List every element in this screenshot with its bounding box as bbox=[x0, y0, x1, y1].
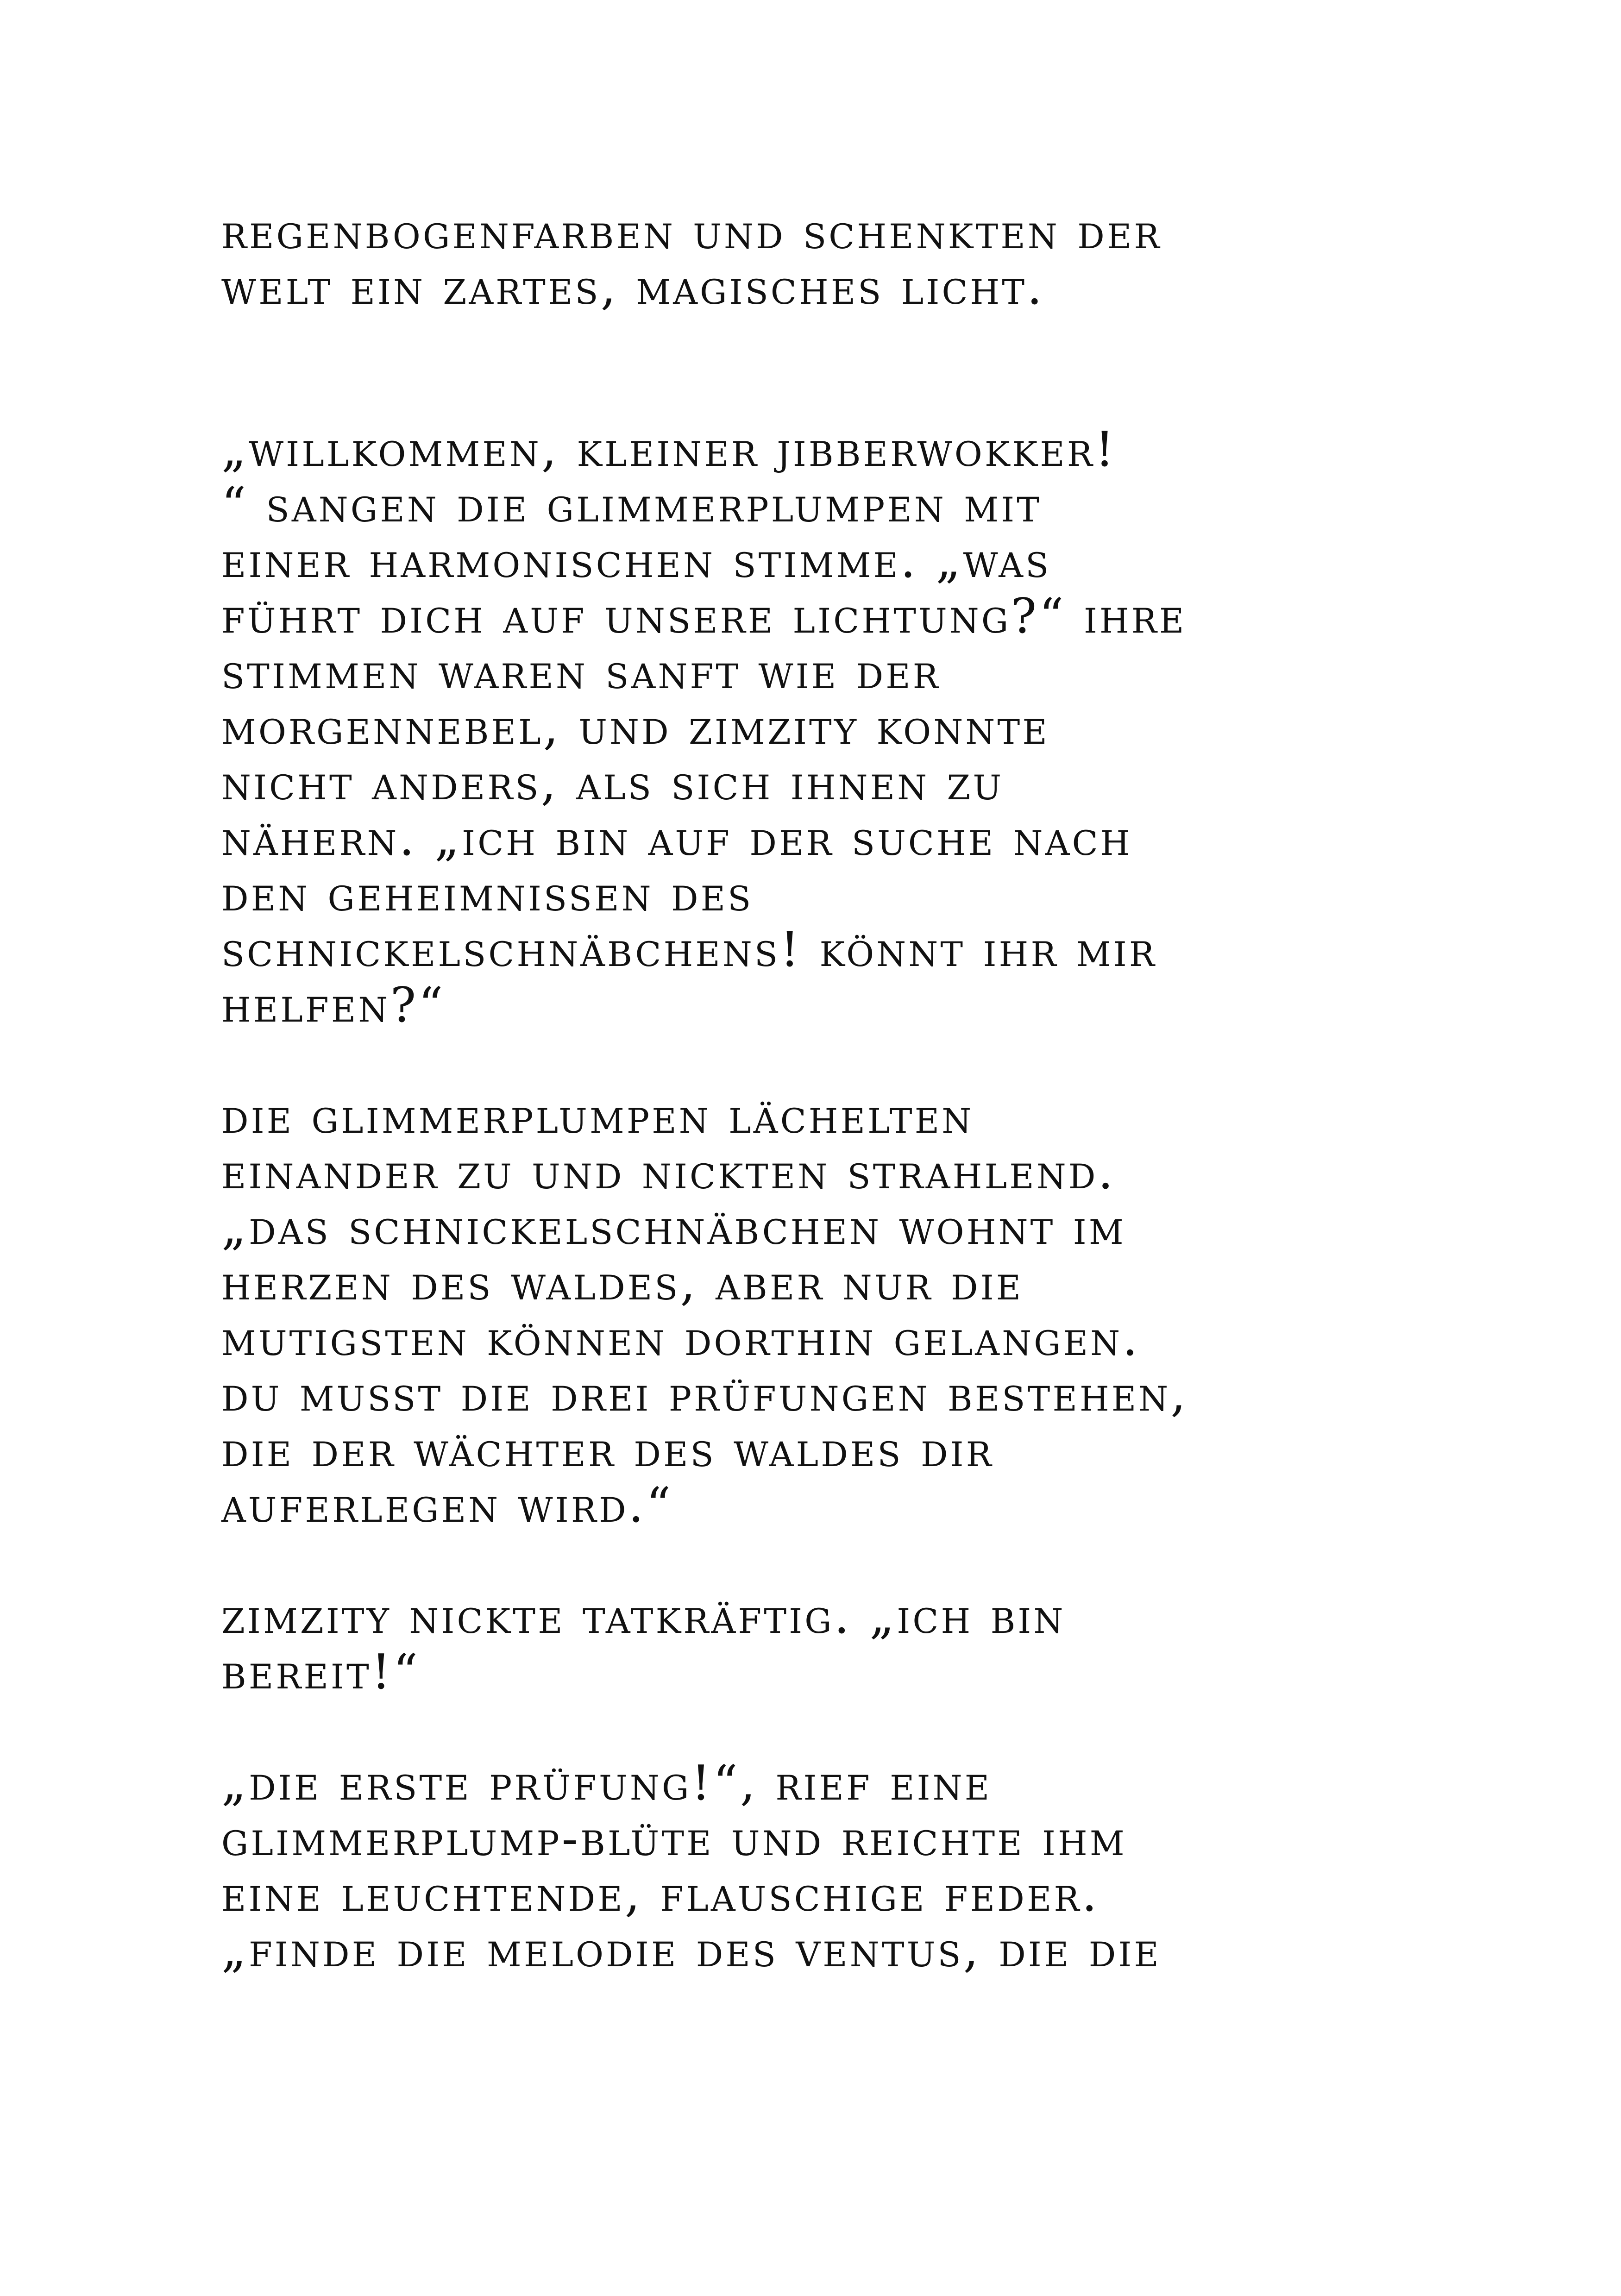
text-line: du musst die drei prüfungen bestehen, bbox=[221, 1366, 1188, 1422]
text-line: einer harmonischen stimme. „was bbox=[221, 532, 1051, 589]
text-line: die der wächter des waldes dir bbox=[221, 1421, 994, 1478]
text-line: herzen des waldes, aber nur die bbox=[221, 1255, 1024, 1311]
text-line: „die erste prüfung!“, rief eine bbox=[221, 1755, 992, 1811]
text-line: nähern. „ich bin auf der suche nach bbox=[221, 810, 1132, 866]
text-line: den geheimnissen des bbox=[221, 866, 754, 922]
paragraph-spacer bbox=[221, 1533, 1426, 1588]
text-line: morgennebel, und zimzity konnte bbox=[221, 699, 1049, 755]
paragraph-1 bbox=[221, 204, 1426, 315]
text-line: führt dich auf unsere lichtung?“ ihre bbox=[221, 588, 1187, 644]
text-line: auferlegen wird.“ bbox=[221, 1477, 673, 1533]
paragraph-3 bbox=[221, 1088, 1426, 1533]
story-text bbox=[221, 204, 1426, 1977]
text-line: “ sangen die glimmerplumpen mit bbox=[221, 477, 1042, 533]
text-line: stimmen waren sanft wie der bbox=[221, 643, 941, 700]
text-line: welt ein zartes, magisches licht. bbox=[221, 259, 1045, 315]
text-line: „willkommen, kleiner jibberwokker! bbox=[221, 421, 1117, 477]
text-line: „das schnickelschnäbchen wohnt im bbox=[221, 1199, 1126, 1255]
text-line: eine leuchtende, flauschige feder. bbox=[221, 1866, 1100, 1922]
text-line: zimzity nickte tatkräftig. „ich bin bbox=[221, 1588, 1066, 1644]
text-line: einander zu und nickten strahlend. bbox=[221, 1143, 1116, 1200]
text-line: die glimmerplumpen lächelten bbox=[221, 1088, 974, 1144]
paragraph-spacer bbox=[221, 1700, 1426, 1755]
text-line: bereit!“ bbox=[221, 1644, 421, 1700]
text-line: mutigsten können dorthin gelangen. bbox=[221, 1310, 1140, 1367]
paragraph-spacer bbox=[221, 315, 1426, 421]
paragraph-spacer bbox=[221, 1033, 1426, 1088]
paragraph-2 bbox=[221, 421, 1426, 1033]
text-line: helfen?“ bbox=[221, 977, 446, 1033]
text-line: nicht anders, als sich ihnen zu bbox=[221, 754, 1004, 811]
paragraph-4 bbox=[221, 1588, 1426, 1700]
text-line: „finde die melodie des ventus, die die bbox=[221, 1921, 1161, 1978]
text-line: glimmerplump-blüte und reichte ihm bbox=[221, 1810, 1127, 1867]
text-line: regenbogenfarben und schenkten der bbox=[221, 203, 1162, 260]
text-line: schnickelschnäbchens! könnt ihr mir bbox=[221, 921, 1157, 978]
paragraph-5 bbox=[221, 1755, 1426, 1977]
